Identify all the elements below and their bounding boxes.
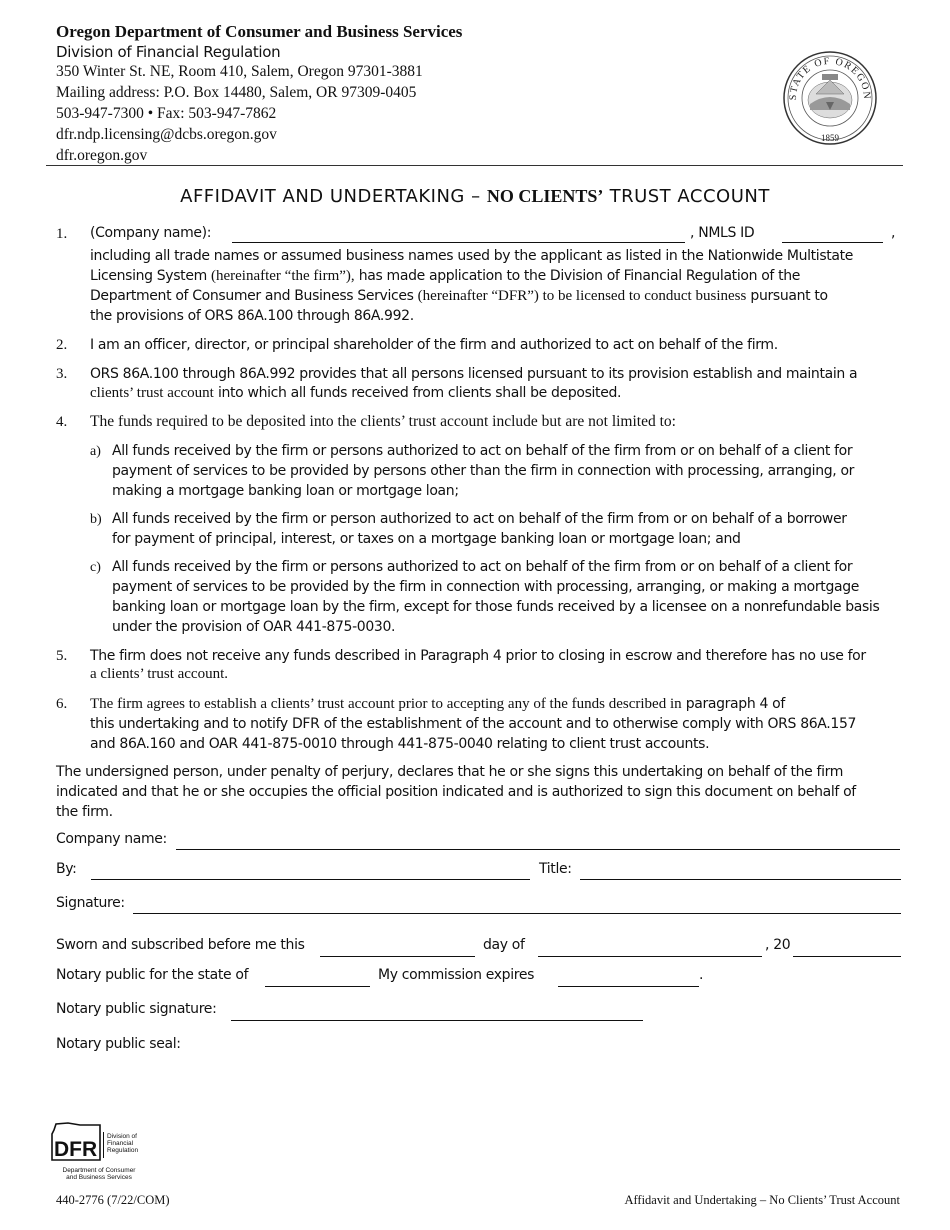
oregon-outline-icon [50, 1120, 106, 1162]
p3-line-1: ORS 86A.100 through 86A.992 provides that all persons licensed pursuant to its provision establish and maintain a [90, 366, 858, 382]
dfr-logo [50, 1120, 150, 1184]
p4-text: The funds required to be deposited into the clients’ trust account include but are not limited to: [90, 413, 676, 430]
contact-email: dfr.ndp.licensing@dcbs.oregon.gov [56, 126, 277, 143]
notary-signature-label: Notary public signature: [56, 1001, 217, 1017]
signature-field[interactable] [133, 913, 901, 914]
sworn-label: Sworn and subscribed before me this [56, 937, 305, 953]
company-name-field-label: Company name: [56, 831, 167, 847]
sub-c-label: c) [90, 560, 101, 575]
p1-line-5: the provisions of ORS 86A.100 through 86A.992. [90, 308, 414, 324]
commission-period: . [699, 967, 704, 983]
signature-label: Signature: [56, 895, 125, 911]
street-address: 350 Winter St. NE, Room 410, Salem, Oregon 97301-3881 [56, 63, 423, 80]
p6-line-2: this undertaking and to notify DFR of the establishment of the account and to otherwise comply with ORS 86A.157 [90, 716, 857, 732]
nmls-id-input[interactable] [782, 242, 883, 243]
item-number-6: 6. [56, 696, 68, 712]
notary-state-label: Notary public for the state of [56, 967, 249, 983]
nmls-comma: , [891, 225, 896, 241]
notary-state-field[interactable] [265, 986, 370, 987]
logo-division-text: Division of Financial Regulation [107, 1133, 139, 1154]
declaration-line-1: The undersigned person, under penalty of perjury, declares that he or she signs this undertaking on behalf of the firm [56, 764, 844, 780]
day-of-label: day of [483, 937, 525, 953]
commission-expires-field[interactable] [558, 986, 699, 987]
sworn-day-field[interactable] [320, 956, 475, 957]
company-name-input[interactable] [232, 242, 685, 243]
svg-text:1859: 1859 [821, 133, 839, 143]
year-prefix-label: , 20 [765, 937, 791, 953]
item-number-4: 4. [56, 414, 68, 430]
p3-line-2: clients’ trust account into which all funds received from clients shall be deposited. [90, 385, 622, 401]
sub-a-label: a) [90, 444, 101, 459]
p1-line-4: Department of Consumer and Business Services (hereinafter “DFR”) to be licensed to conduct business pursuant to [90, 288, 828, 304]
sub-a-line-3: making a mortgage banking loan or mortgage loan; [112, 483, 459, 499]
oregon-state-seal-icon [782, 50, 878, 146]
sub-b-line-2: for payment of principal, interest, or taxes on a mortgage banking loan or mortgage loan; and [112, 531, 741, 547]
title-label: Title: [539, 861, 572, 877]
logo-department-text: Department of Consumer and Business Services [62, 1167, 136, 1181]
header-divider [46, 165, 903, 166]
mailing-address: Mailing address: P.O. Box 14480, Salem, OR 97309-0405 [56, 84, 417, 101]
item-number-3: 3. [56, 366, 68, 382]
p6-line-1: The firm agrees to establish a clients’ trust account prior to accepting any of the funds described in paragraph 4 of [90, 696, 785, 712]
item-number-1: 1. [56, 226, 68, 242]
commission-label: My commission expires [378, 967, 535, 983]
department-name: Oregon Department of Consumer and Business Services [56, 22, 463, 41]
document-title: AFFIDAVIT AND UNDERTAKING – NO CLIENTS’ TRUST ACCOUNT [180, 186, 770, 207]
notary-signature-field[interactable] [231, 1020, 643, 1021]
website: dfr.oregon.gov [56, 147, 148, 164]
p1-line-2: including all trade names or assumed business names used by the applicant as listed in the Nationwide Multistate [90, 248, 854, 264]
item-number-2: 2. [56, 337, 68, 353]
item-number-5: 5. [56, 648, 68, 664]
by-label: By: [56, 861, 77, 877]
notary-seal-label: Notary public seal: [56, 1036, 181, 1052]
declaration-line-3: the firm. [56, 804, 113, 820]
p2-text: I am an officer, director, or principal shareholder of the firm and authorized to act on behalf of the firm. [90, 337, 778, 353]
declaration-line-2: indicated and that he or she occupies the official position indicated and is authorized to sign this document on behalf of [56, 784, 856, 800]
title-field[interactable] [580, 879, 901, 880]
company-name-field[interactable] [176, 849, 900, 850]
by-field[interactable] [91, 879, 530, 880]
svg-text:STATE OF OREGON: STATE OF OREGON [787, 55, 873, 101]
sub-a-line-2: payment of services to be provided by persons other than the firm in connection with processing, arranging, or [112, 463, 855, 479]
sub-c-line-3: banking loan or mortgage loan by the firm, except for those funds received by a licensee on a nonrefundable basis [112, 599, 880, 615]
sub-a-line-1: All funds received by the firm or persons authorized to act on behalf of the firm from or on behalf of a client for [112, 443, 853, 459]
footer-form-title: Affidavit and Undertaking – No Clients’ Trust Account [624, 1193, 900, 1207]
p5-line-1: The firm does not receive any funds described in Paragraph 4 prior to closing in escrow and therefore has no use for [90, 648, 866, 664]
p6-line-3: and 86A.160 and OAR 441-875-0010 through 441-875-0040 relating to client trust accounts. [90, 736, 710, 752]
svg-text:DFR: DFR [54, 1138, 98, 1161]
form-number: 440-2776 (7/22/COM) [56, 1193, 170, 1207]
logo-divider [103, 1132, 104, 1158]
sworn-month-field[interactable] [538, 956, 762, 957]
p1-line-3: Licensing System (hereinafter “the firm”), has made application to the Division of Financial Regulation of the [90, 268, 801, 284]
division-name: Division of Financial Regulation [56, 43, 281, 61]
sub-c-line-1: All funds received by the firm or persons authorized to act on behalf of the firm from or on behalf of a client for [112, 559, 853, 575]
nmls-id-label: , NMLS ID [690, 225, 755, 241]
p5-line-2: a clients’ trust account. [90, 666, 229, 682]
sub-b-line-1: All funds received by the firm or person authorized to act on behalf of the firm from or on behalf of a borrower [112, 511, 847, 527]
sub-b-label: b) [90, 512, 102, 527]
company-name-label: (Company name): [90, 225, 212, 241]
sub-c-line-2: payment of services to be provided by the firm in connection with processing, arranging, or making a mortgage [112, 579, 860, 595]
sub-c-line-4: under the provision of OAR 441-875-0030. [112, 619, 396, 635]
phone-fax: 503-947-7300 • Fax: 503-947-7862 [56, 105, 277, 122]
sworn-year-field[interactable] [793, 956, 901, 957]
